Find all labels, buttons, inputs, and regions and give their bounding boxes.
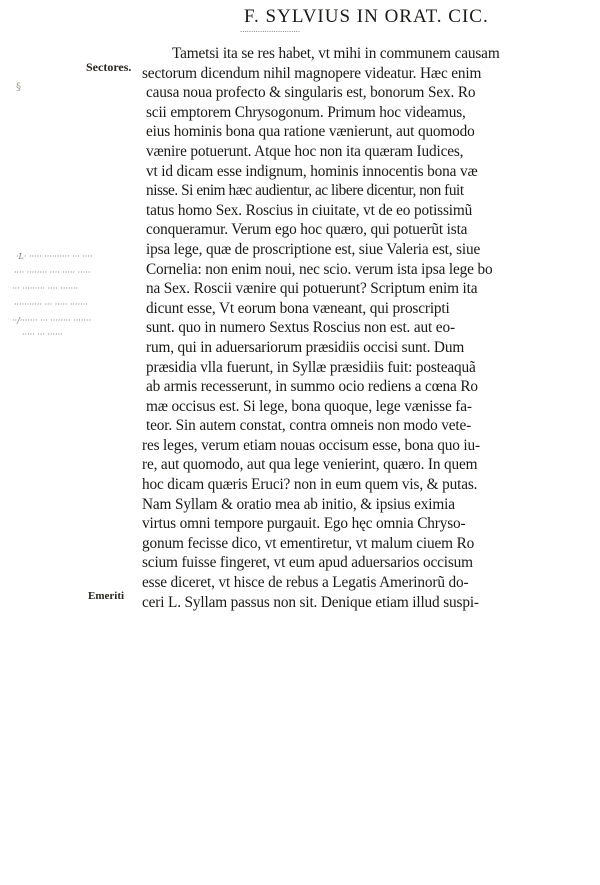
text-line: teor. Sin autem constat, contra omneis non modo vete- bbox=[146, 417, 472, 435]
text-line: res leges, verum etiam nouas occisum esse, bona quo iu- bbox=[142, 436, 480, 454]
text-line: nisse. Si enim hæc audientur, ac libere dicentur, non fuit bbox=[146, 182, 464, 200]
marginal-scribble: ····· ··· ······ bbox=[22, 330, 63, 339]
text-line: esse diceret, vt hisce de rebus a Legatis Amerinorũ do- bbox=[142, 574, 469, 592]
text-line: gonum fecisse dico, vt ementiretur, vt malum ciuem Ro bbox=[142, 534, 475, 552]
text-line: hoc dicam quæris Eruci? non in eum quem vis, & putas. bbox=[142, 476, 478, 494]
text-line: ceri L. Syllam passus non sit. Denique etiam illud suspi- bbox=[142, 593, 479, 611]
text-line: ipsa lege, quæ de proscriptione est, siue Valeria est, siue bbox=[146, 240, 481, 258]
text-line: ab armis recesserunt, in summo ocio rediens a cœna Ro bbox=[146, 378, 478, 396]
stray-mark: § bbox=[16, 82, 21, 93]
text-line: eius hominis bona qua ratione vænierunt, aut quomodo bbox=[146, 123, 475, 141]
text-line: Cornelia: non enim noui, nec scio. verum ista ipsa lege bo bbox=[146, 260, 493, 278]
text-line: tatus homo Sex. Roscius in ciuitate, vt de eo potissimũ bbox=[146, 201, 473, 219]
side-note-sectores: Sectores. bbox=[86, 60, 132, 74]
text-line: mæ occisus est. Si lege, bona quoque, lege vænisse fa- bbox=[146, 397, 472, 415]
text-line: scii emptorem Chrysogonum. Primum hoc videamus, bbox=[146, 103, 466, 121]
text-line: scium fuisse fingeret, vt eum apud aduersarios occisum bbox=[142, 554, 473, 572]
text-line: Tametsi ita se res habet, vt mihi in communem causam bbox=[172, 45, 500, 62]
text-line: na Sex. Roscii vænire qui potuerunt? Scriptum enim ita bbox=[146, 280, 478, 298]
marginal-scribble: ··········· ··· ····· ······· bbox=[14, 300, 88, 309]
text-line: virtus omni tempore purgauit. Ego hęc omnia Chryso- bbox=[142, 515, 466, 533]
text-line: sectorum dicendum nihil magnopere videatur. Hæc enim bbox=[142, 64, 482, 82]
running-head: F. SYLVIUS IN ORAT. CIC. bbox=[244, 6, 489, 27]
main-text-block bbox=[142, 44, 592, 612]
text-line: re, aut quomodo, aut qua lege venierint, quæro. In quem bbox=[142, 456, 478, 474]
text-line: dicunt esse, Vt eorum bona væneant, qui proscripti bbox=[146, 299, 450, 317]
text-line: præsidia vlla fuerunt, in Syllæ præsidiis fuit: posteaquã bbox=[146, 358, 476, 376]
marginal-scribble: ··/······· ··· ········ ······· bbox=[12, 316, 91, 325]
marginal-scribble: ·L· ····· ·········· ··· ···· bbox=[16, 252, 93, 261]
text-line: Nam Syllam & oratio mea ab initio, & ipsius eximia bbox=[142, 495, 455, 513]
head-annotation: ··························· bbox=[240, 28, 301, 36]
marginal-scribble: ··· ········· ···· ······· bbox=[12, 284, 79, 293]
text-line: conqueramur. Verum ego hoc quæro, qui potuerũt ista bbox=[146, 221, 468, 239]
text-line: causa noua profecto & singularis est, bonorum Sex. Ro bbox=[146, 84, 476, 102]
marginal-scribble: ···· ········ ···· ····· ····· bbox=[14, 268, 91, 277]
text-line: sunt. quo in numero Sextus Roscius non est. aut eo- bbox=[146, 319, 455, 337]
text-line: vt id dicam esse indignum, hominis innocentis bona væ bbox=[146, 162, 478, 180]
text-line: vænire potuerunt. Atque hoc non ita quæram Iudices, bbox=[146, 142, 464, 160]
text-line: rum, qui in aduersariorum præsidiis occisi sunt. Dum bbox=[146, 338, 465, 356]
side-note-emeriti: Emeriti bbox=[88, 590, 125, 602]
